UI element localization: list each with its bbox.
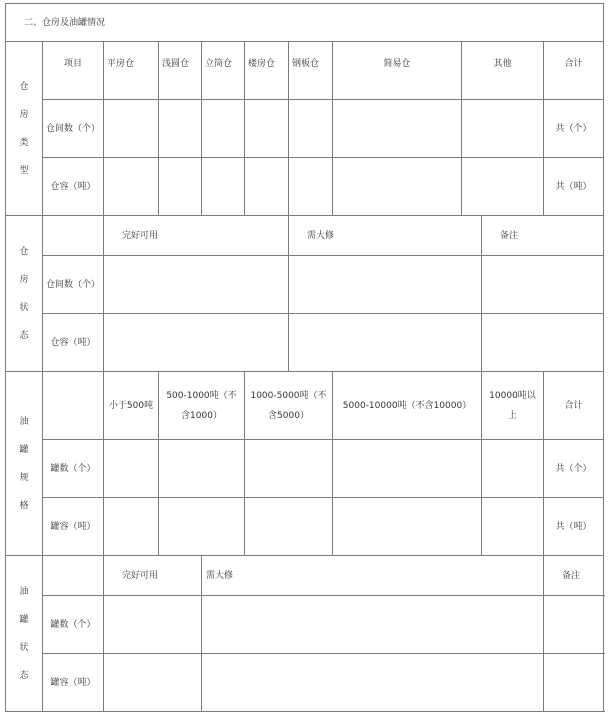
sec1-row-count (6, 100, 604, 158)
sec4-header-good: 完好可用 (104, 556, 202, 596)
table-cell (333, 498, 482, 556)
sec1-row-total: 共（吨） (544, 158, 604, 216)
table-cell (43, 216, 104, 256)
title-row (6, 4, 604, 42)
table-cell (104, 256, 289, 314)
table-cell (289, 314, 482, 372)
sec1-side-label: 仓 房 类 型 (6, 42, 43, 216)
table-cell (482, 314, 604, 372)
table-cell (245, 440, 333, 498)
sec3-row-label: 罐容（吨） (43, 498, 104, 556)
sec1-row-total: 共（个） (544, 100, 604, 158)
table-cell (462, 158, 544, 216)
table-cell (159, 158, 202, 216)
table-cell (333, 440, 482, 498)
table-cell (104, 654, 202, 712)
sec4-header-repair: 需大修 (202, 556, 544, 596)
table-cell (245, 100, 289, 158)
sec3-row-total: 共（个） (544, 440, 604, 498)
table-cell (159, 498, 245, 556)
table-cell (289, 158, 333, 216)
table-cell (462, 100, 544, 158)
table-cell (544, 596, 604, 654)
table-cell (104, 314, 289, 372)
sec1-header-pingfang: 平房仓 (104, 42, 159, 100)
sec2-header-good: 完好可用 (104, 216, 289, 256)
sec2-header-note: 备注 (482, 216, 604, 256)
sec3-header-gt10000: 10000吨以上 (482, 372, 544, 440)
table-cell (104, 596, 202, 654)
table-cell (159, 440, 245, 498)
sec2-row-label: 仓间数（个） (43, 256, 104, 314)
table-cell (104, 100, 159, 158)
sec2-header-row (6, 216, 604, 256)
sec1-header-loufang: 楼房仓 (245, 42, 289, 100)
table-cell (104, 440, 159, 498)
sec1-header-other: 其他 (462, 42, 544, 100)
table-cell (289, 100, 333, 158)
sec1-header-item: 项目 (43, 42, 104, 100)
sec1-header-row (6, 42, 604, 100)
table-cell (245, 498, 333, 556)
section-title: 二、仓房及油罐情况 (6, 4, 604, 42)
table-cell (544, 654, 604, 712)
sec2-row-label: 仓容（吨） (43, 314, 104, 372)
table-cell (333, 158, 462, 216)
table-cell (333, 100, 462, 158)
table-cell (202, 654, 544, 712)
sec3-header-1000-5000: 1000-5000吨（不含5000） (245, 372, 333, 440)
table-cell (245, 158, 289, 216)
sec3-row-total: 共（吨） (544, 498, 604, 556)
table-cell (43, 372, 104, 440)
sec3-header-5000-10000: 5000-10000吨（不含10000） (333, 372, 482, 440)
table-cell (482, 498, 544, 556)
table-cell (202, 100, 245, 158)
table-cell (482, 256, 604, 314)
sec1-header-total: 合计 (544, 42, 604, 100)
sec1-header-gangban: 钢板仓 (289, 42, 333, 100)
storage-table-wrapper (5, 3, 603, 712)
table-cell (43, 556, 104, 596)
storage-table (5, 3, 604, 712)
sec1-header-qianyuan: 浅圆仓 (159, 42, 202, 100)
table-cell (289, 256, 482, 314)
sec4-row-label: 罐容（吨） (43, 654, 104, 712)
sec3-row-capacity (6, 498, 604, 556)
sec4-header-row (6, 556, 604, 596)
sec4-header-note: 备注 (544, 556, 604, 596)
sec4-row-label: 罐数（个） (43, 596, 104, 654)
sec4-row-count (6, 596, 604, 654)
sec1-row-label: 仓间数（个） (43, 100, 104, 158)
sec3-row-label: 罐数（个） (43, 440, 104, 498)
table-cell (159, 100, 202, 158)
table-cell (202, 596, 544, 654)
sec2-side-label: 仓 房 状 态 (6, 216, 43, 372)
sec3-header-500-1000: 500-1000吨（不含1000） (159, 372, 245, 440)
table-cell (482, 440, 544, 498)
sec3-header-row (6, 372, 604, 440)
sec4-side-label: 油 罐 状 态 (6, 556, 43, 712)
sec2-row-capacity (6, 314, 604, 372)
sec3-header-lt500: 小于500吨 (104, 372, 159, 440)
table-cell (202, 158, 245, 216)
sec3-side-label: 油 罐 规 格 (6, 372, 43, 556)
sec1-header-litong: 立筒仓 (202, 42, 245, 100)
sec2-header-repair: 需大修 (289, 216, 482, 256)
sec4-row-capacity (6, 654, 604, 712)
sec1-header-jianyi: 简易仓 (333, 42, 462, 100)
sec3-header-total: 合计 (544, 372, 604, 440)
sec3-row-count (6, 440, 604, 498)
sec2-row-count (6, 256, 604, 314)
sec1-row-label: 仓容（吨） (43, 158, 104, 216)
sec1-row-capacity (6, 158, 604, 216)
table-cell (104, 498, 159, 556)
table-cell (104, 158, 159, 216)
